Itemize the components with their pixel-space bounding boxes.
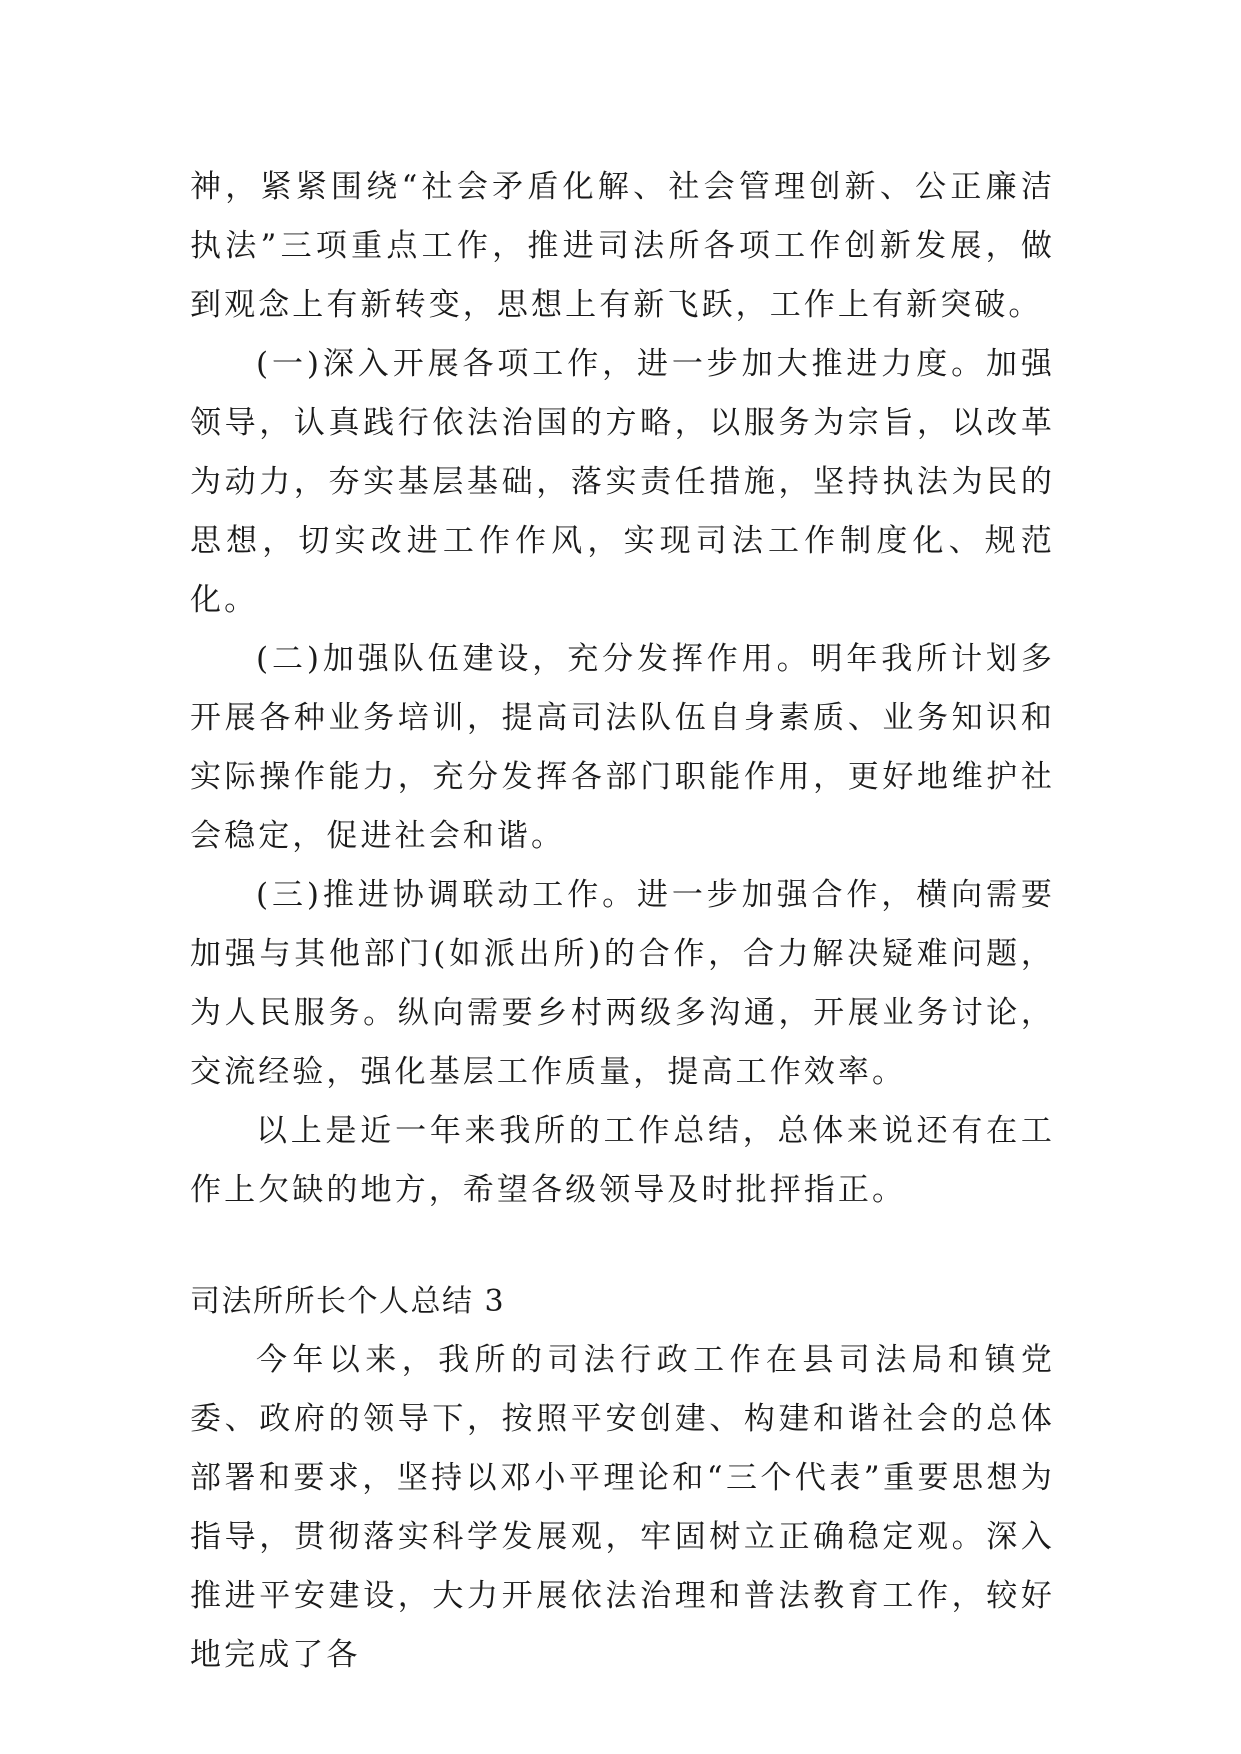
document-body [190, 158, 1055, 1685]
paragraph-section-intro: 今年以来，我所的司法行政工作在县司法局和镇党委、政府的领导下，按照平安创建、构建和谐社会的总体部署和要求，坚持以邓小平理论和“三个代表”重要思想为指导，贯彻落实科学发展观，牢固树立正确稳定观。深入推进平安建设，大力开展依法治理和普法教育工作，较好地完成了各 [190, 1342, 1055, 1673]
paragraph-item-two: (二)加强队伍建设，充分发挥作用。明年我所计划多开展各种业务培训，提高司法队伍自身素质、业务知识和实际操作能力，充分发挥各部门职能作用，更好地维护社会稳定，促进社会和谐。 [190, 641, 1055, 854]
paragraph-continuation: 神，紧紧围绕“社会矛盾化解、社会管理创新、公正廉洁执法”三项重点工作，推进司法所各项工作创新发展，做到观念上有新转变，思想上有新飞跃，工作上有新突破。 [190, 169, 1055, 323]
section-spacer [190, 1220, 1055, 1272]
section-heading: 司法所所长个人总结 3 [190, 1284, 506, 1319]
paragraph-item-three: (三)推进协调联动工作。进一步加强合作，横向需要加强与其他部门(如派出所)的合作，合力解决疑难问题，为人民服务。纵向需要乡村两级多沟通，开展业务讨论，交流经验，强化基层工作质量，提高工作效率。 [190, 877, 1055, 1090]
paragraph-item-one: (一)深入开展各项工作，进一步加大推进力度。加强领导，认真践行依法治国的方略，以服务为宗旨，以改革为动力，夯实基层基础，落实责任措施，坚持执法为民的思想，切实改进工作作风，实现司法工作制度化、规范化。 [190, 346, 1055, 618]
paragraph-conclusion: 以上是近一年来我所的工作总结，总体来说还有在工作上欠缺的地方，希望各级领导及时批抨指正。 [190, 1113, 1055, 1208]
